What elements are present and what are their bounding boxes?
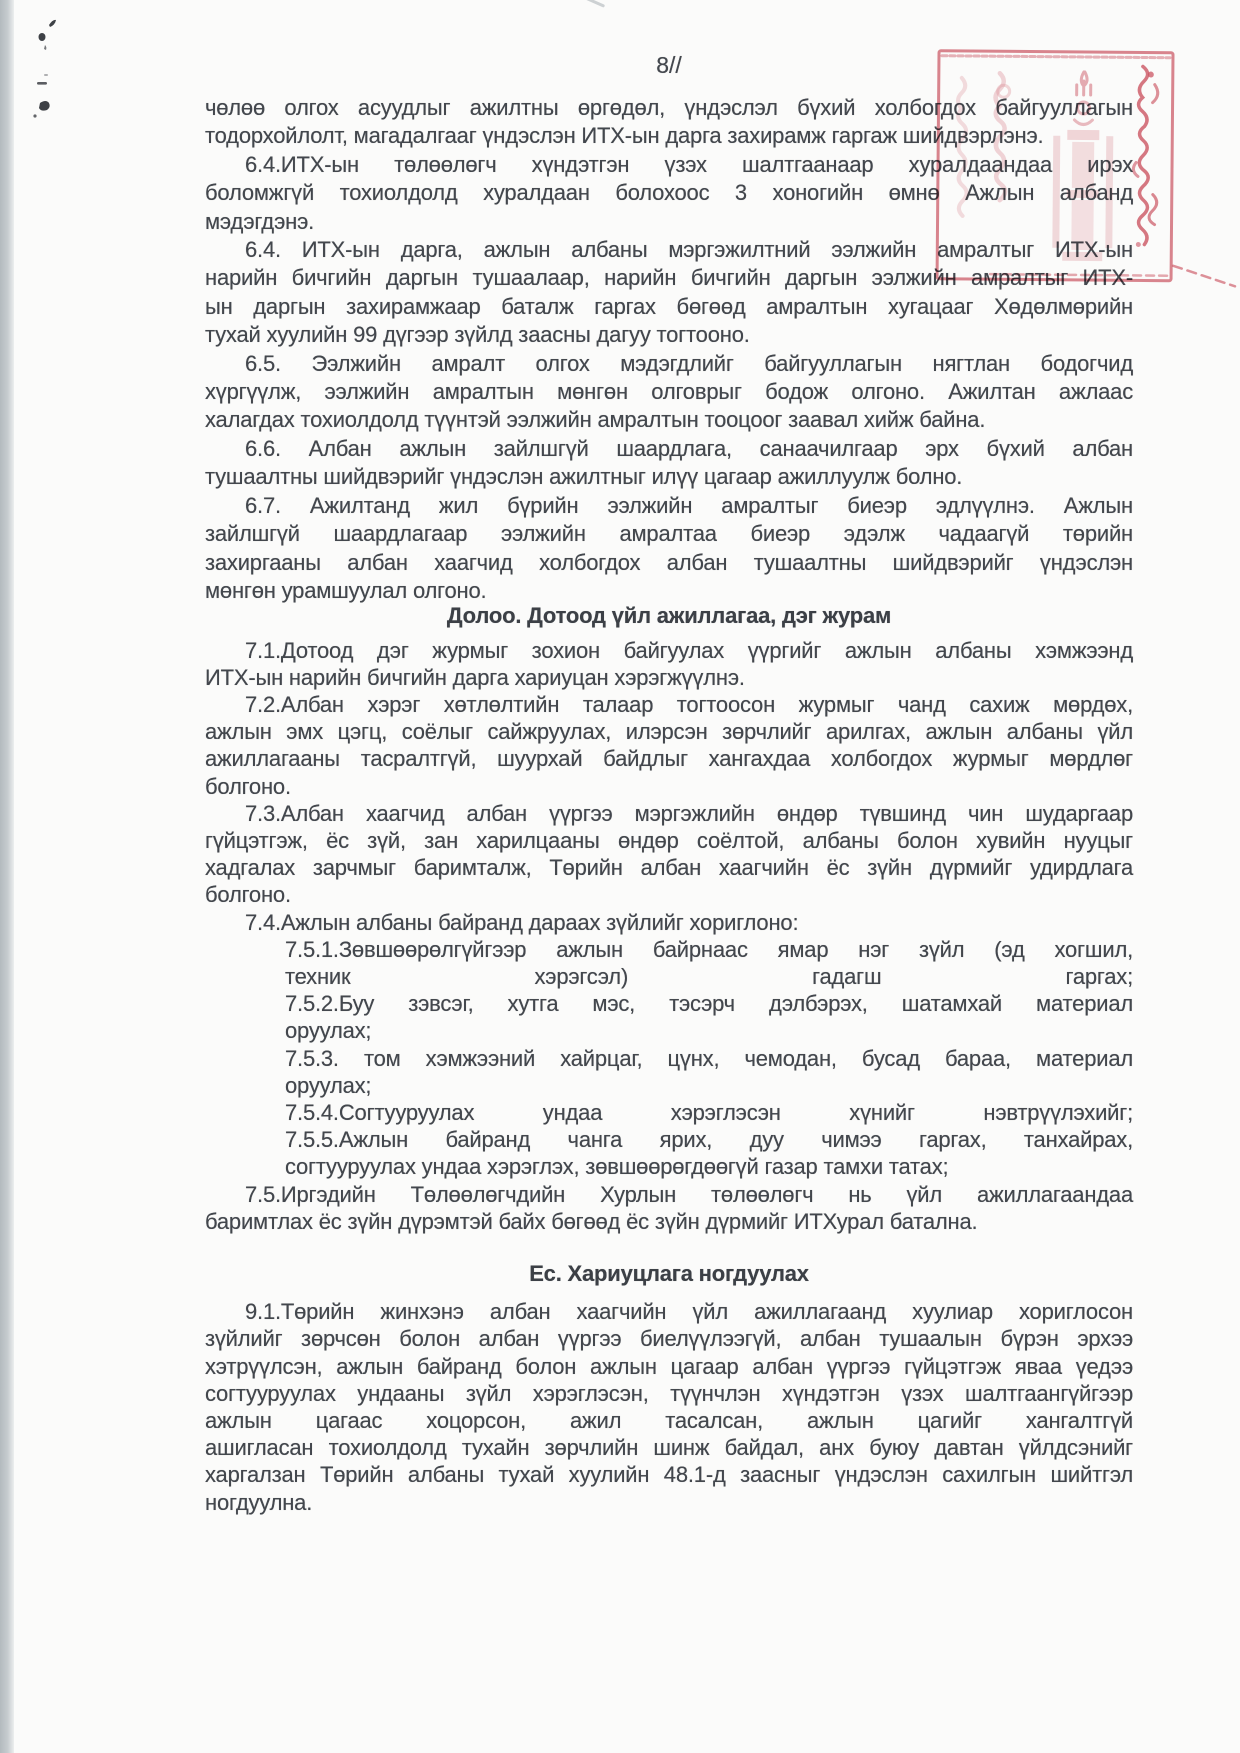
scan-edge xyxy=(0,0,14,1753)
text-line: ногдуулна. xyxy=(205,1489,313,1515)
text-line: согтууруулах ундаа хэрэглэх, зөвшөөрөгдөөгүй газар тамхи татах; xyxy=(285,1154,949,1180)
text-line: ын даргын захирамжаар баталж гаргах бөгөөд амралтын хугацааг Хөдөлмөрийн xyxy=(205,293,1133,319)
text-line: 6.4.ИТХ-ын төлөөлөгч хүндэтгэн үзэх шалтгаанаар хуралдаандаа ирэх xyxy=(245,151,1133,177)
text-line: 7.5.4.Согтууруулах ундаа хэрэглэсэн хүнийг нэвтрүүлэхийг; xyxy=(285,1099,1133,1125)
text-line: 6.6. Албан ажлын зайлшгүй шаардлага, санаачилгаар эрх бүхий албан xyxy=(245,435,1133,461)
text-line: нарийн бичгийн даргын тушаалаар, нарийн бичгийн даргын ээлжийн амралтыг ИТХ- xyxy=(205,265,1133,291)
paragraph xyxy=(205,691,1133,800)
paragraph xyxy=(205,1181,1133,1235)
text-line: 7.5.1.Зөвшөөрөлгүйгээр ажлын байрнаас ямар нэг зүйл (эд хогшил, xyxy=(285,936,1133,962)
text-line: 7.5.3. том хэмжээний хайрцаг, цүнх, чемодан, бусад бараа, материал xyxy=(285,1045,1133,1071)
text-line: 7.3.Албан хаагчид албан үүргээ мэргэжлийн өндөр түвшинд чин шударгаар xyxy=(245,800,1133,826)
text-line: хэтрүүлсэн, ажлын байранд болон ажлын цагаар албан үүргээ гүйцэтгэж яваа үедээ xyxy=(205,1353,1133,1379)
text-line: харгалзан Төрийн албаны тухай хуулийн 48.1-д заасныг үндэслэн сахилгын шийтгэл xyxy=(205,1462,1133,1488)
text-line: ИТХ-ын нарийн бичгийн дарга хариуцан хэрэгжүүлнэ. xyxy=(205,664,745,690)
text-line: тухай хуулийн 99 дүгээр зүйлд заасны дагуу тогтооно. xyxy=(205,322,750,348)
paragraph xyxy=(205,800,1133,909)
paragraph xyxy=(205,909,1133,936)
paragraph xyxy=(285,1099,1133,1126)
text-line: мэдэгдэнэ. xyxy=(205,208,315,234)
text-line: 7.4.Ажлын албаны байранд дараах зүйлийг хориглоно: xyxy=(245,909,799,935)
paragraph xyxy=(285,1126,1133,1180)
text-line: ашигласан тохиолдолд тухайн зөрчлийн шинж байдал, анх буюу давтан үйлдсэнийг xyxy=(205,1435,1133,1461)
paragraph xyxy=(205,350,1133,435)
text-line: техник хэрэгсэл) гадагш гаргах; xyxy=(285,963,1133,989)
paragraph xyxy=(285,1045,1133,1099)
text-line: 7.1.Дотоод дэг журмыг зохион байгуулах үүргийг ажлын албаны хэмжээнд xyxy=(245,637,1133,663)
text-line: боломжгүй тохиолдолд хуралдаан болохоос 3 хоногийн өмнө Ажлын албанд xyxy=(205,180,1133,206)
text-line: 6.5. Ээлжийн амралт олгох мэдэгдлийг байгууллагын нягтлан бодогчид xyxy=(245,350,1133,376)
document-body xyxy=(205,94,1133,1516)
text-line: халагдах тохиолдолд түүнтэй ээлжийн амралтын тооцоог заавал хийж байна. xyxy=(205,407,986,433)
text-line: оруулах; xyxy=(285,1018,372,1044)
paragraph xyxy=(285,936,1133,990)
text-line: хадгалах зарчмыг баримталж, Төрийн албан хаагчийн ёс зүйн дүрмийг удирдлага xyxy=(205,855,1133,881)
text-line: хүргүүлж, ээлжийн амралтын мөнгөн олговрыг бодож олгоно. Ажилтан ажлаас xyxy=(205,379,1133,405)
section-heading: Долоо. Дотоод үйл ажиллагаа, дэг журам xyxy=(446,603,892,629)
paragraph xyxy=(205,236,1133,350)
text-line: гүйцэтгэж, ёс зүй, зан харилцааны өндөр соёлтой, албаны болон хувийн нууцыг xyxy=(205,827,1133,853)
text-line: тушаалтны шийдвэрийг үндэслэн ажилтныг илүү цагаар ажиллуулж болно. xyxy=(205,464,963,490)
text-line: тодорхойлолт, магадалгааг үндэслэн ИТХ-ын дарга захирамж гаргаж шийдвэрлэнэ. xyxy=(205,123,1044,149)
text-line: захиргааны албан хаагчид холбогдох албан тушаалтны шийдвэрийг үндэслэн xyxy=(205,549,1133,575)
paragraph xyxy=(205,637,1133,691)
ink-speck xyxy=(28,18,68,128)
text-line: 7.5.5.Ажлын байранд чанга ярих, дуу чимээ гаргах, танхайрах, xyxy=(285,1127,1133,1153)
paragraph xyxy=(205,435,1133,492)
text-line: 9.1.Төрийн жинхэнэ албан хаагчийн үйл ажиллагаанд хуулиар хориглосон xyxy=(245,1299,1133,1325)
paragraph xyxy=(285,990,1133,1044)
text-line: баримтлах ёс зүйн дүрэмтэй байх бөгөөд ёс зүйн дүрмийг ИТХурал батална. xyxy=(205,1208,978,1234)
text-line: болгоно. xyxy=(205,882,291,908)
text-line: 7.2.Албан хэрэг хөтлөлтийн талаар тогтоосон журмыг чанд сахиж мөрдөх, xyxy=(245,691,1133,717)
text-line: мөнгөн урамшуулал олгоно. xyxy=(205,577,487,603)
ink-speck-icon xyxy=(28,18,68,123)
text-line: болгоно. xyxy=(205,773,291,799)
text-line: зайлшгүй шаардлагаар ээлжийн амралтаа биеэр эдэлж чадаагүй төрийн xyxy=(205,521,1133,547)
paragraph xyxy=(205,151,1133,236)
text-line: ажлын цагаас хоцорсон, ажил тасалсан, ажлын цагийг хангалтгүй xyxy=(205,1408,1133,1433)
text-line: согтууруулах ундааны зүйл хэрэглэсэн, түүнчлэн хүндэтгэн үзэх шалтгаангүйгээр xyxy=(205,1380,1133,1406)
page-number: 8// xyxy=(656,52,682,78)
text-line: чөлөө олгох асуудлыг ажилтны өргөдөл, үндэслэл бүхий холбогдох байгууллагын xyxy=(205,95,1133,120)
text-line: 7.5.Иргэдийн Төлөөлөгчдийн Хурлын төлөөлөгч нь үйл ажиллагаандаа xyxy=(245,1181,1133,1207)
text-line: ажиллагааны тасралтгүй, шуурхай байдлыг хангахдаа холбогдох журмыг мөрдлөг xyxy=(205,746,1133,772)
section-heading: Ес. Хариуцлага ногдуулах xyxy=(529,1260,809,1286)
text-line: 6.4. ИТХ-ын дарга, ажлын албаны мэргэжилтний ээлжийн амралтыг ИТХ-ын xyxy=(245,237,1133,263)
scan-artifact xyxy=(573,0,605,8)
paragraph xyxy=(205,94,1133,151)
text-line: зүйлийг зөрчсөн болон албан үүргээ биелүүлээгүй, албан тушаалын бүрэн эрхээ xyxy=(205,1326,1133,1352)
text-line: оруулах; xyxy=(285,1072,372,1098)
paragraph xyxy=(205,492,1133,606)
text-line: 7.5.2.Буу зэвсэг, хутга мэс, тэсэрч дэлбэрэх, шатамхай материал xyxy=(285,991,1133,1017)
paragraph xyxy=(205,1298,1133,1516)
text-line: ажлын эмх цэгц, соёлыг сайжруулах, илэрсэн зөрчлийг арилгах, ажлын албаны үйл xyxy=(205,719,1133,745)
text-line: 6.7. Ажилтанд жил бүрийн ээлжийн амралтыг биеэр эдлүүлнэ. Ажлын xyxy=(245,492,1133,518)
